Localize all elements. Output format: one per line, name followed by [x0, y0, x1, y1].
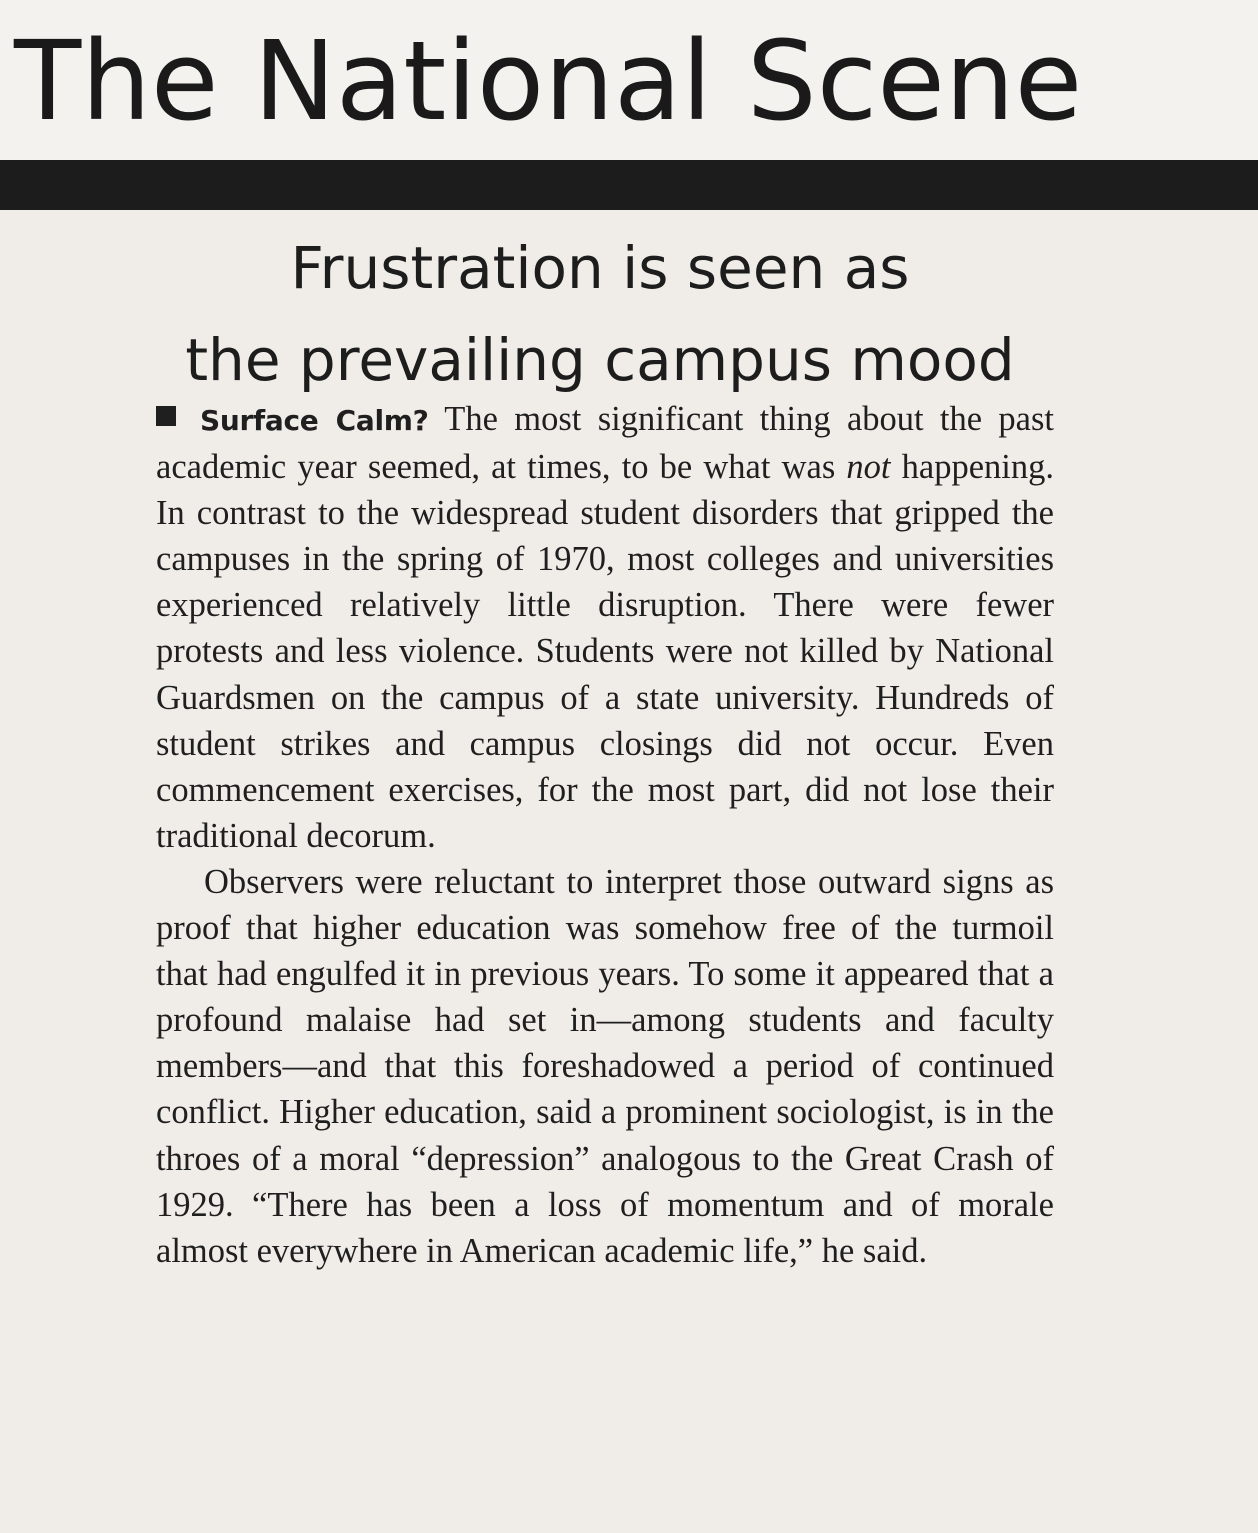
- run-in-heading: Surface Calm?: [200, 404, 429, 437]
- paragraph-1-text-a: The most significant thing about the past academic year seemed, at times, to be what was: [156, 400, 1054, 487]
- masthead: [0, 0, 1258, 160]
- article-body: [156, 396, 1054, 1274]
- section-title: The National Scene: [14, 17, 1083, 145]
- article-headline: [100, 222, 1100, 406]
- paragraph-1-text-b: happening. In contrast to the widespread student disorders that gripped the campuses in the spring of 1970, most colleges and universities experienced relatively little disruption. There were fewer protests and less violence. Students were not killed by National Guardsmen on the campus of a state university. Hundreds of student strikes and campus closings did not occur. Even commencement exercises, for the most part, did not lose their traditional decorum.: [156, 448, 1054, 855]
- headline-line-2: the prevailing campus mood: [185, 326, 1015, 394]
- masthead-rule: [0, 160, 1258, 210]
- headline-line-1: Frustration is seen as: [290, 234, 910, 302]
- bullet-square-icon: [156, 406, 176, 426]
- paragraph-1: [156, 396, 1054, 859]
- paragraph-2: Observers were reluctant to interpret those outward signs as proof that higher education was somehow free of the turmoil that had engulfed it in previous years. To some it appeared that a profound malaise had set in—among students and faculty members—and that this foreshadowed a period of continued conflict. Higher education, said a prominent sociologist, is in the throes of a moral “depression” analogous to the Great Crash of 1929. “There has been a loss of momentum and of morale almost everywhere in American academic life,” he said.: [156, 862, 1054, 1270]
- paragraph-1-emphasis: not: [846, 448, 891, 487]
